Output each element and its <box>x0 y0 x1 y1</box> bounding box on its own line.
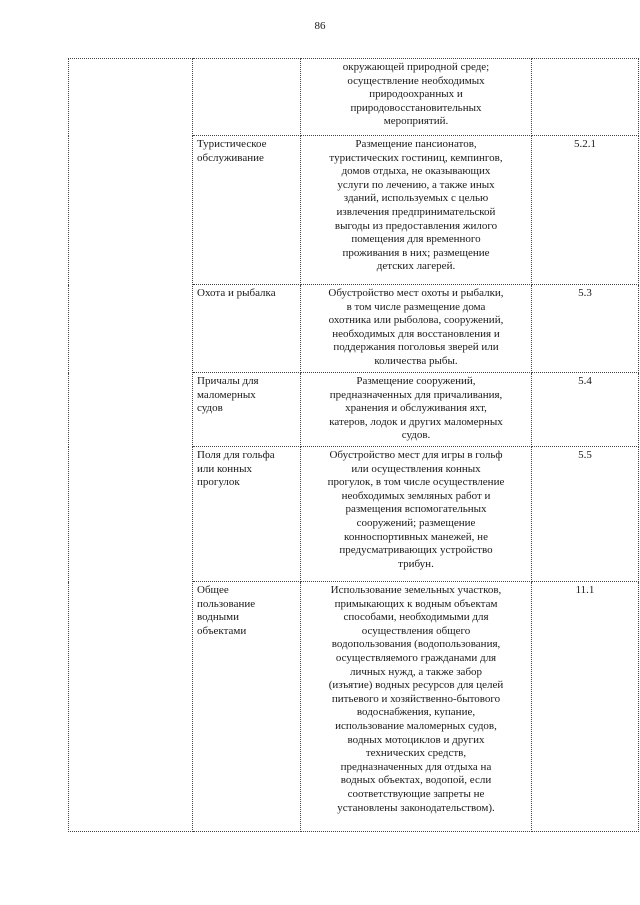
use-description-cell: Обустройство мест охоты и рыбалки, в том числе размещение дома охотника или рыболова, сооружений, необходимых для восстановления и поддержания поголовья зверей или количества рыбы. <box>301 285 532 373</box>
use-description-cell: Использование земельных участков, примыкающих к водным объектам способами, необходимыми для осуществления общего водопользования (водопользования, осуществляемого гражданами для личных нужд, а также забор (изъятие) водных ресурсов для целей питьевого и хозяйственно-бытового водоснабжения, купание, использование маломерных судов, водных мотоциклов и других технических средств, предназначенных для отдыха на водных объектах, водопой, если соответствующие запреты не установлены законодательством). <box>301 582 532 832</box>
use-code-cell: 5.3 <box>532 285 639 373</box>
use-name-cell: Охота и рыбалка <box>193 285 301 373</box>
use-code-cell: 5.5 <box>532 447 639 582</box>
use-name-cell: Общее пользование водными объектами <box>193 582 301 832</box>
use-code-cell <box>532 59 639 136</box>
table-row <box>69 59 639 136</box>
use-name-cell <box>193 59 301 136</box>
use-description-cell: Обустройство мест для игры в гольф или осуществления конных прогулок, в том числе осуществление необходимых земляных работ и размещения вспомогательных сооружений; размещение конноспортивных манежей, не предусматривающих устройство трибун. <box>301 447 532 582</box>
use-name-cell: Причалы для маломерных судов <box>193 373 301 447</box>
use-code-cell: 11.1 <box>532 582 639 832</box>
zone-cell <box>69 59 193 832</box>
use-description-cell: Размещение сооружений, предназначенных для причаливания, хранения и обслуживания яхт, катеров, лодок и других маломерных судов. <box>301 373 532 447</box>
use-code-cell: 5.2.1 <box>532 136 639 285</box>
use-name-cell: Поля для гольфа или конных прогулок <box>193 447 301 582</box>
use-description-cell: окружающей природной среде; осуществление необходимых природоохранных и природовосстановительных мероприятий. <box>301 59 532 136</box>
use-code-cell: 5.4 <box>532 373 639 447</box>
use-description-cell: Размещение пансионатов, туристических гостиниц, кемпингов, домов отдыха, не оказывающих услуги по лечению, а также иных зданий, используемых с целью извлечения предпринимательской выгоды из предоставления жилого помещения для временного проживания в них; размещение детских лагерей. <box>301 136 532 285</box>
land-use-table <box>68 58 639 832</box>
page-number: 86 <box>314 20 326 32</box>
use-name-cell: Туристическое обслуживание <box>193 136 301 285</box>
